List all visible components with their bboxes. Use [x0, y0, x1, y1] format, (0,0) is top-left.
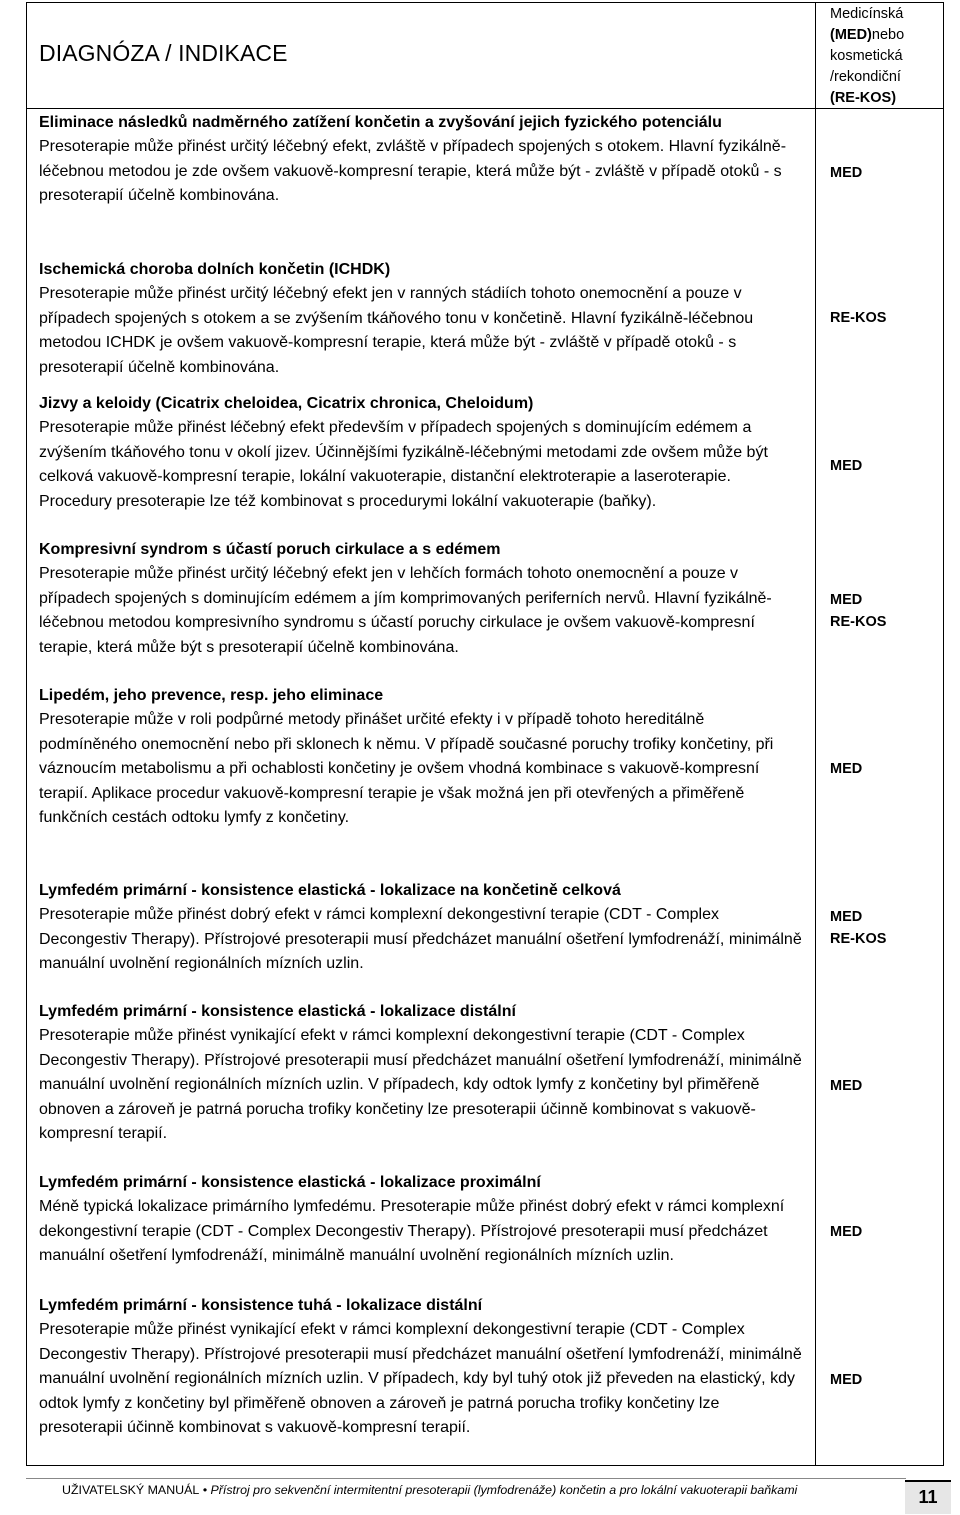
- footer-text: [62, 1483, 902, 1497]
- entry-title: Lymfedém primární - konsistence elastická - lokalizace na končetině celková: [39, 882, 621, 899]
- entry-body: Presoterapie může přinést vynikající efekt v rámci komplexní dekongestivní terapie (CDT - Complex Decongestiv Therapy). Přístrojové presoterapii musí předcházet manuální ošetření lymfodrenáží, minimálně manuální uvolnění regionálních mízních uzlin. V případech, kdy byl tuhý otok již převeden na elastický, kdy odtok lymfy z končetiny byl přiměřeně obnoven a zároveň je patrná porucha trofiky končetiny lze presoterapii účinně kombinovat s vakuově-kompresní terapií.: [39, 1321, 802, 1437]
- entry-title: Eliminace následků nadměrného zatížení končetin a zvyšování jejich fyzického potenciálu: [39, 114, 722, 131]
- indication-entry: [39, 392, 804, 514]
- table-border-left: [26, 2, 27, 1466]
- category-badge-rekos: RE-KOS: [830, 614, 887, 630]
- entry-body: Presoterapie může přinést dobrý efekt v rámci komplexní dekongestivní terapie (CDT - Complex Decongestiv Therapy). Přístrojové presoterapii musí předcházet manuální ošetření lymfodrenáží, minimálně manuální uvolnění regionálních mízních uzlin.: [39, 906, 802, 973]
- entry-title: Kompresivní syndrom s účastí poruch cirkulace a s edémem: [39, 541, 501, 558]
- column-header-line: [830, 25, 940, 46]
- indication-entry: [39, 1294, 804, 1440]
- page-number: 11: [918, 1487, 938, 1507]
- indication-entry: [39, 258, 804, 380]
- entry-body: Presoterapie může přinést vynikající efekt v rámci komplexní dekongestivní terapie (CDT - Complex Decongestiv Therapy). Přístrojové presoterapii musí předcházet manuální ošetření lymfodrenáží, minimálně manuální uvolnění regionálních mízních uzlin. V případech, kdy odtok lymfy z končetiny byl přiměřeně obnoven a zároveň je patrná porucha trofiky končetiny lze presoterapii účinně kombinovat s vakuově-kompresní terapií.: [39, 1027, 802, 1143]
- header-divider: [26, 108, 944, 109]
- table-border-top: [26, 2, 944, 3]
- entry-title: Lymfedém primární - konsistence tuhá - lokalizace distální: [39, 1297, 483, 1314]
- category-badge: MED: [830, 761, 863, 777]
- indication-entry: [39, 111, 804, 209]
- column-header-line: kosmetická: [830, 48, 903, 64]
- footer-device-description: Přístroj pro sekvenční intermitentní presoterapii (lymfodrenáže) končetin a pro lokální vakuoterapii baňkami: [210, 1483, 798, 1497]
- category-badge: MED: [830, 1372, 863, 1388]
- footer-rule: [26, 1478, 906, 1479]
- entry-title: Lymfedém primární - konsistence elastická - lokalizace distální: [39, 1003, 516, 1020]
- entry-title: Ischemická choroba dolních končetin (ICHDK): [39, 261, 391, 278]
- indication-entry: [39, 879, 804, 977]
- category-badge: MED: [830, 1078, 863, 1094]
- table-border-bottom: [26, 1465, 944, 1466]
- indication-entry: [39, 1000, 804, 1146]
- category-badge: RE-KOS: [830, 310, 887, 326]
- page-title: DIAGNÓZA / INDIKACE: [39, 40, 288, 66]
- entry-body: Presoterapie může přinést určitý léčebný efekt jen v lehčích formách tohoto onemocnění a pouze v případech spojených s dominujícím edémem a jím komprimovaných periferních nervů. Hlavní fyzikálně-léčebnou metodou kompresivního syndromu s účastí poruchy cirkulace je ovšem vakuově-kompresní terapie, která může být s presoterapií účelně kombinována.: [39, 565, 772, 656]
- indication-entry: [39, 538, 804, 660]
- entry-body: Presoterapie může v roli podpůrné metody přinášet určité efekty i v případě tohoto hereditálně podmíněného onemocnění nebo při sklonech k němu. V případě současné poruchy trofiky končetiny, při váznoucím metabolismu a při ochablosti končetiny je ovšem vhodná kombinace s vakuově-kompresní terapií. Aplikace procedur vakuově-kompresní terapie je však možná jen při otevřených a přiměřeně funkčních cestách odtoku lymfy z končetiny.: [39, 711, 774, 827]
- footer-manual-label: UŽIVATELSKÝ MANUÁL: [62, 1483, 200, 1497]
- category-badge-med: MED: [830, 909, 863, 925]
- column-header-line: Medicínská: [830, 6, 904, 22]
- category-badge: [830, 589, 930, 633]
- column-header-category: [830, 4, 940, 109]
- entry-body: Méně typická lokalizace primárního lymfedému. Presoterapie může přinést dobrý efekt v rámci komplexní dekongestivní terapie (CDT - Complex Decongestiv Therapy). Přístrojové presoterapii musí předcházet manuální ošetření lymfodrenáží, minimálně manuální uvolnění regionálních mízních uzlin.: [39, 1198, 785, 1265]
- column-header-med-label: (MED): [830, 27, 872, 43]
- category-badge: [830, 906, 930, 950]
- table-border-middle: [815, 2, 816, 1466]
- category-badge-med: MED: [830, 592, 863, 608]
- table-border-right: [943, 2, 944, 1466]
- footer-bullet: •: [202, 1483, 208, 1497]
- entry-body: Presoterapie může přinést určitý léčebný efekt jen v ranných stádiích tohoto onemocnění a pouze v případech spojených s otokem a se zvýšením tkáňového tonu v končetině. Hlavní fyzikálně-léčebnou metodou ICHDK je ovšem vakuově-kompresní terapie, která může být - zvláště v případě otoků - s presoterapií účelně kombinována.: [39, 285, 754, 376]
- entry-body: Presoterapie může přinést určitý léčebný efekt, zvláště v případech spojených s otokem. Hlavní fyzikálně-léčebnou metodou je zde ovšem vakuově-kompresní terapie, která může být - zvláště v případě otoků - s presoterapií účelně kombinována.: [39, 138, 787, 205]
- category-badge: MED: [830, 165, 863, 181]
- column-header-line: (RE-KOS): [830, 90, 897, 106]
- category-badge: MED: [830, 1224, 863, 1240]
- category-badge-rekos: RE-KOS: [830, 931, 887, 947]
- category-badge: MED: [830, 458, 863, 474]
- column-header-line: /rekondiční: [830, 69, 901, 85]
- entry-title: Lymfedém primární - konsistence elastická - lokalizace proximální: [39, 1174, 541, 1191]
- entry-body: Presoterapie může přinést léčebný efekt především v případech spojených s dominujícím edémem a zvýšením tkáňového tonu v okolí jizev. Účinnějšími fyzikálně-léčebnými metodami zde ovšem může být celková vakuově-kompresní terapie, lokální vakuoterapie, distanční elektroterapie a laseroterapie. Procedury presoterapie lze též kombinovat s procedurymi lokální vakuoterapie (baňky).: [39, 419, 768, 510]
- entry-title: Jizvy a keloidy (Cicatrix cheloidea, Cicatrix chronica, Cheloidum): [39, 395, 534, 412]
- indication-entry: [39, 684, 804, 830]
- column-header-line-rest: nebo: [871, 27, 905, 43]
- entry-title: Lipedém, jeho prevence, resp. jeho eliminace: [39, 687, 384, 704]
- page-number-box: [905, 1480, 951, 1514]
- indication-entry: [39, 1171, 804, 1269]
